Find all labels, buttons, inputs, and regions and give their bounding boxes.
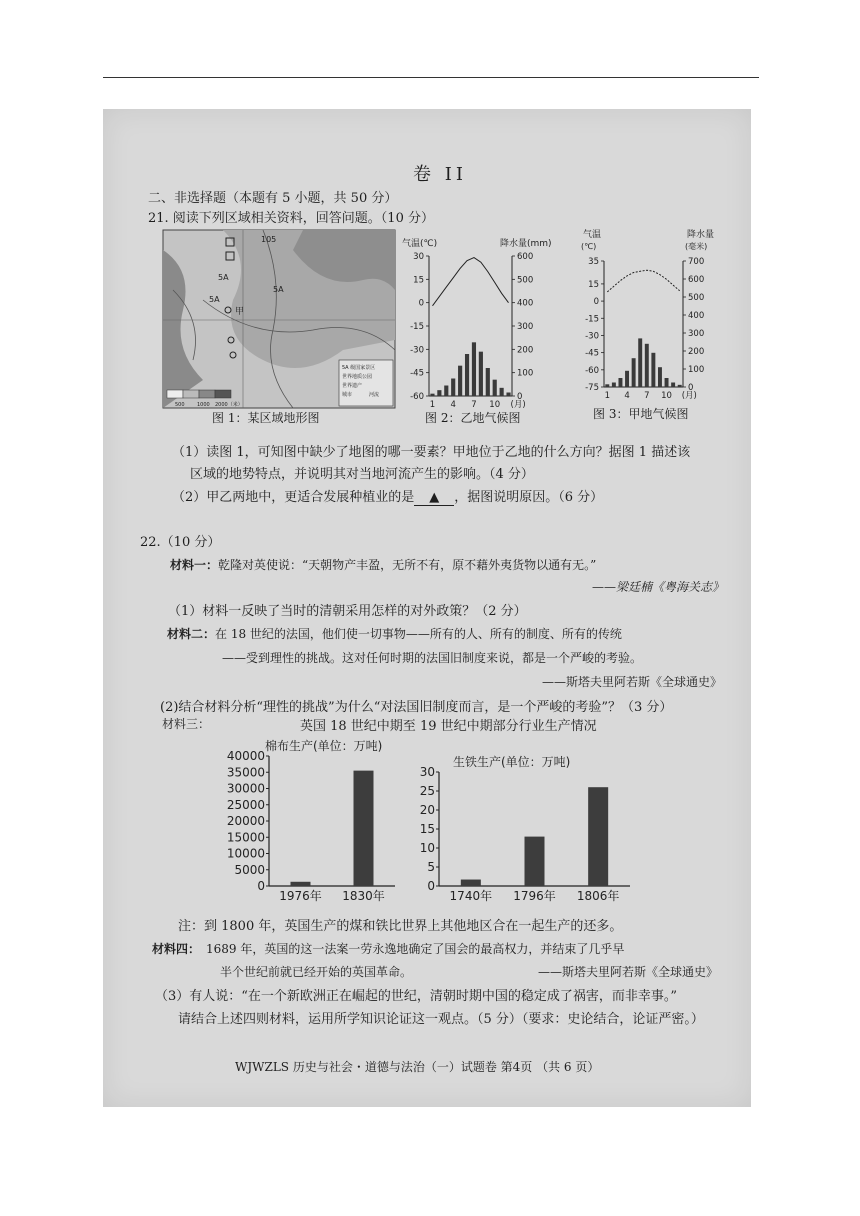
material3-note: 注：到 1800 年，英国生产的煤和铁比世界上其他地区合在一起生产的还多。: [178, 919, 623, 934]
q22-sub3-line1: （3）有人说：“在一个新欧洲正在崛起的世纪，清朝时期中国的稳定成了祸害，而非幸事。”: [155, 989, 678, 1004]
left-tick-label: 35: [588, 257, 599, 267]
precip-bar: [437, 390, 441, 396]
fig3-climate: [575, 225, 735, 405]
precip-bar: [671, 383, 675, 388]
right-tick-label: 400: [517, 298, 534, 309]
month-tick-label: 4: [450, 400, 456, 410]
scale-500: 500: [175, 402, 185, 408]
material4-source: ——斯塔夫里阿若斯《全球通史》: [538, 965, 719, 979]
precip-bar: [658, 367, 662, 387]
bar: [461, 880, 481, 886]
x-tick-label: 1740年: [449, 889, 493, 903]
legend-river: 河流: [369, 392, 380, 398]
precip-bar: [638, 338, 642, 387]
left-tick-label: 0: [593, 297, 599, 308]
material2-text1: 在 18 世纪的法国，他们使一切事物——所有的人、所有的制度、所有的传统: [215, 627, 622, 641]
y-tick-label: 0: [257, 879, 265, 893]
precip-bar: [458, 366, 462, 396]
precip-bar: [472, 342, 476, 396]
y-tick-label: 35000: [226, 765, 265, 780]
right-tick-label: 500: [517, 275, 534, 286]
fig2-right-title: 降水量(mm): [500, 239, 552, 249]
y-tick-label: 20000: [226, 814, 265, 828]
left-tick-label: -30: [410, 345, 424, 356]
volume-title: 卷 II: [413, 164, 467, 185]
right-tick-label: 200: [688, 347, 705, 357]
bar: [354, 771, 374, 886]
left-tick-label: -60: [585, 365, 599, 376]
right-tick-label: 100: [517, 368, 534, 379]
section-title: 二、非选择题（本题有 5 小题，共 50 分）: [148, 191, 398, 206]
y-tick-label: 30000: [226, 781, 265, 796]
iron-chart: [415, 752, 635, 908]
precip-bar: [451, 379, 455, 397]
left-tick-label: -60: [410, 392, 424, 402]
precip-bar: [605, 384, 609, 387]
y-tick-label: 0: [427, 879, 435, 893]
material2-source: ——斯塔夫里阿若斯《全球通史》: [542, 675, 723, 689]
right-tick-label: 600: [517, 252, 534, 262]
precip-bar: [612, 383, 616, 388]
left-tick-label: -15: [585, 314, 599, 325]
precip-bar: [500, 388, 504, 396]
q22-material4-line1: [152, 940, 624, 957]
cotton-chart: [215, 736, 405, 908]
y-tick-label: 40000: [226, 749, 265, 763]
right-tick-label: 600: [688, 275, 705, 285]
fig1-caption: 图 1：某区域地形图: [212, 411, 320, 425]
material3-title: 英国 18 世纪中期至 19 世纪中期部分行业生产情况: [300, 719, 597, 734]
precip-bar: [486, 368, 490, 396]
fig1-map: [163, 230, 395, 408]
right-tick-label: 700: [688, 257, 705, 267]
map-label-5a: 5A: [218, 273, 229, 282]
bar: [525, 837, 545, 886]
month-tick-label: 10: [661, 391, 672, 401]
fig3-caption: 图 3：甲地气候图: [593, 407, 689, 421]
scale-1000: 1000: [197, 402, 210, 408]
legend-5a: 5A 级国家景区: [342, 365, 376, 371]
iron-chart-title: 生铁生产(单位：万吨): [453, 755, 571, 769]
month-tick-label: 7: [471, 400, 477, 410]
material4-text1: 1689 年，英国的这一法案一劳永逸地确定了国会的最高权力，并结束了几乎早: [206, 942, 625, 956]
month-unit-label: (月): [510, 400, 526, 410]
month-tick-label: 1: [604, 391, 611, 401]
x-tick-label: 1806年: [576, 889, 620, 903]
temperature-line: [433, 258, 509, 306]
left-tick-label: 15: [413, 275, 424, 286]
x-tick-label: 1796年: [513, 889, 556, 903]
right-tick-label: 100: [688, 365, 705, 375]
precip-bar: [632, 358, 636, 387]
map-label-5a: 5A: [209, 295, 220, 304]
temperature-line: [607, 270, 679, 292]
month-tick-label: 4: [624, 391, 630, 401]
x-tick-label: 1830年: [342, 889, 385, 903]
y-tick-label: 15: [419, 822, 435, 836]
map-label-jia: 甲: [235, 307, 245, 317]
month-unit-label: (月): [681, 391, 697, 401]
map-label-105: 105: [261, 235, 277, 244]
q21-sub2: [172, 486, 603, 506]
bar: [291, 882, 311, 886]
page-footer: WJWZLS 历史与社会・道德与法治（一）试题卷 第4页 （共 6 页）: [235, 1060, 600, 1074]
right-tick-label: 300: [517, 322, 534, 332]
y-tick-label: 15000: [226, 830, 265, 845]
y-tick-label: 25000: [226, 797, 265, 812]
precip-bar: [651, 353, 655, 387]
material4-text2: 半个世纪前就已经开始的英国革命。: [220, 965, 413, 979]
q22-sub1: （1）材料一反映了当时的清朝采用怎样的对外政策？（2 分）: [168, 604, 527, 619]
precip-bar: [444, 386, 448, 397]
fig3-right-title-1: 降水量: [687, 230, 715, 240]
fig2-left-title: 气温(℃): [402, 239, 438, 249]
q22-sub3-line2: 请结合上述四则材料，运用所学知识论证这一观点。（5 分）（要求：史论结合，论证严密。）: [178, 1012, 704, 1027]
material1-source: ——梁廷楠《粤海关志》: [592, 580, 725, 594]
legend-city: 城市: [342, 392, 353, 398]
y-tick-label: 20: [419, 803, 435, 817]
q21-sub1-line2: 区域的地势特点，并说明其对当地河流产生的影响。（4 分）: [190, 467, 534, 482]
legend-geopark: 世界地质公园: [342, 374, 373, 380]
answer-blank[interactable]: ▲: [414, 490, 454, 506]
q21-sub2-before: （2）甲乙两地中，更适合发展种植业的是: [172, 490, 415, 505]
q22-sub2: (2)结合材料分析“理性的挑战”为什么“对法国旧制度而言，是一个严峻的考验”？（3 分）: [160, 700, 673, 715]
precip-bar: [678, 385, 682, 387]
month-tick-label: 7: [644, 391, 650, 401]
fig3-left-title-1: 气温: [583, 230, 602, 240]
bar: [588, 787, 608, 886]
x-tick-label: 1976年: [279, 889, 322, 903]
q22-stem: 22.（10 分）: [140, 535, 221, 550]
month-tick-label: 10: [489, 400, 501, 410]
left-tick-label: 30: [413, 252, 424, 262]
precip-bar: [430, 394, 434, 396]
right-tick-label: 500: [688, 293, 705, 303]
material4-label: 材料四：: [152, 942, 201, 956]
left-tick-label: -45: [585, 348, 599, 359]
left-tick-label: 0: [418, 298, 424, 309]
header-rule: [103, 77, 759, 78]
q21-sub1-line1: （1）读图 1，可知图中缺少了地图的哪一要素？甲地位于乙地的什么方向？据图 1 描述该: [172, 445, 691, 460]
right-tick-label: 0: [517, 392, 523, 402]
y-tick-label: 5: [427, 860, 435, 874]
cotton-chart-title: 棉布生产(单位：万吨): [265, 739, 383, 753]
material3-label: 材料三：: [162, 717, 211, 731]
scale-2000: 2000（米）: [215, 402, 243, 408]
right-tick-label: 0: [688, 383, 694, 393]
y-tick-label: 30: [419, 765, 435, 779]
y-tick-label: 25: [419, 784, 435, 798]
fig3-right-title-2: (毫米): [685, 242, 708, 251]
material1-text: 乾隆对英使说：“天朝物产丰盈，无所不有，原不藉外夷货物以通有无。”: [218, 558, 597, 572]
fig3-left-title-2: (℃): [581, 242, 597, 251]
y-tick-label: 5000: [234, 862, 265, 877]
q21-sub2-after: ，据图说明原因。（6 分）: [454, 490, 604, 505]
precip-bar: [665, 378, 669, 387]
month-tick-label: 1: [429, 400, 436, 410]
left-tick-label: 15: [588, 279, 599, 290]
y-tick-label: 10000: [226, 846, 265, 861]
left-tick-label: -15: [410, 322, 424, 332]
q22-material2-line1: [167, 625, 622, 642]
q22-material1: [170, 556, 596, 573]
map-label-5a: 5A: [273, 285, 284, 294]
right-tick-label: 400: [688, 311, 705, 321]
precip-bar: [618, 378, 622, 387]
precip-bar: [625, 371, 629, 387]
precip-bar: [645, 344, 649, 387]
left-tick-label: -45: [410, 368, 424, 379]
precip-bar: [493, 380, 497, 396]
precip-bar: [465, 354, 469, 396]
fig2-climate: [400, 234, 565, 410]
material2-text2: ——受到理性的挑战。这对任何时期的法国旧制度来说，都是一个严峻的考验。: [222, 651, 643, 665]
y-tick-label: 10: [419, 841, 435, 855]
left-tick-label: -75: [585, 383, 599, 393]
left-tick-label: -30: [585, 331, 599, 342]
material1-label: 材料一：: [170, 558, 219, 572]
precip-bar: [479, 352, 483, 396]
q21-stem: 21. 阅读下列区域相关资料，回答问题。（10 分）: [148, 211, 434, 226]
material2-label: 材料二：: [167, 627, 216, 641]
precip-bar: [506, 393, 510, 397]
right-tick-label: 300: [688, 329, 705, 339]
fig2-caption: 图 2：乙地气候图: [425, 411, 521, 425]
right-tick-label: 200: [517, 345, 534, 356]
legend-heritage: 世界遗产: [342, 383, 363, 389]
